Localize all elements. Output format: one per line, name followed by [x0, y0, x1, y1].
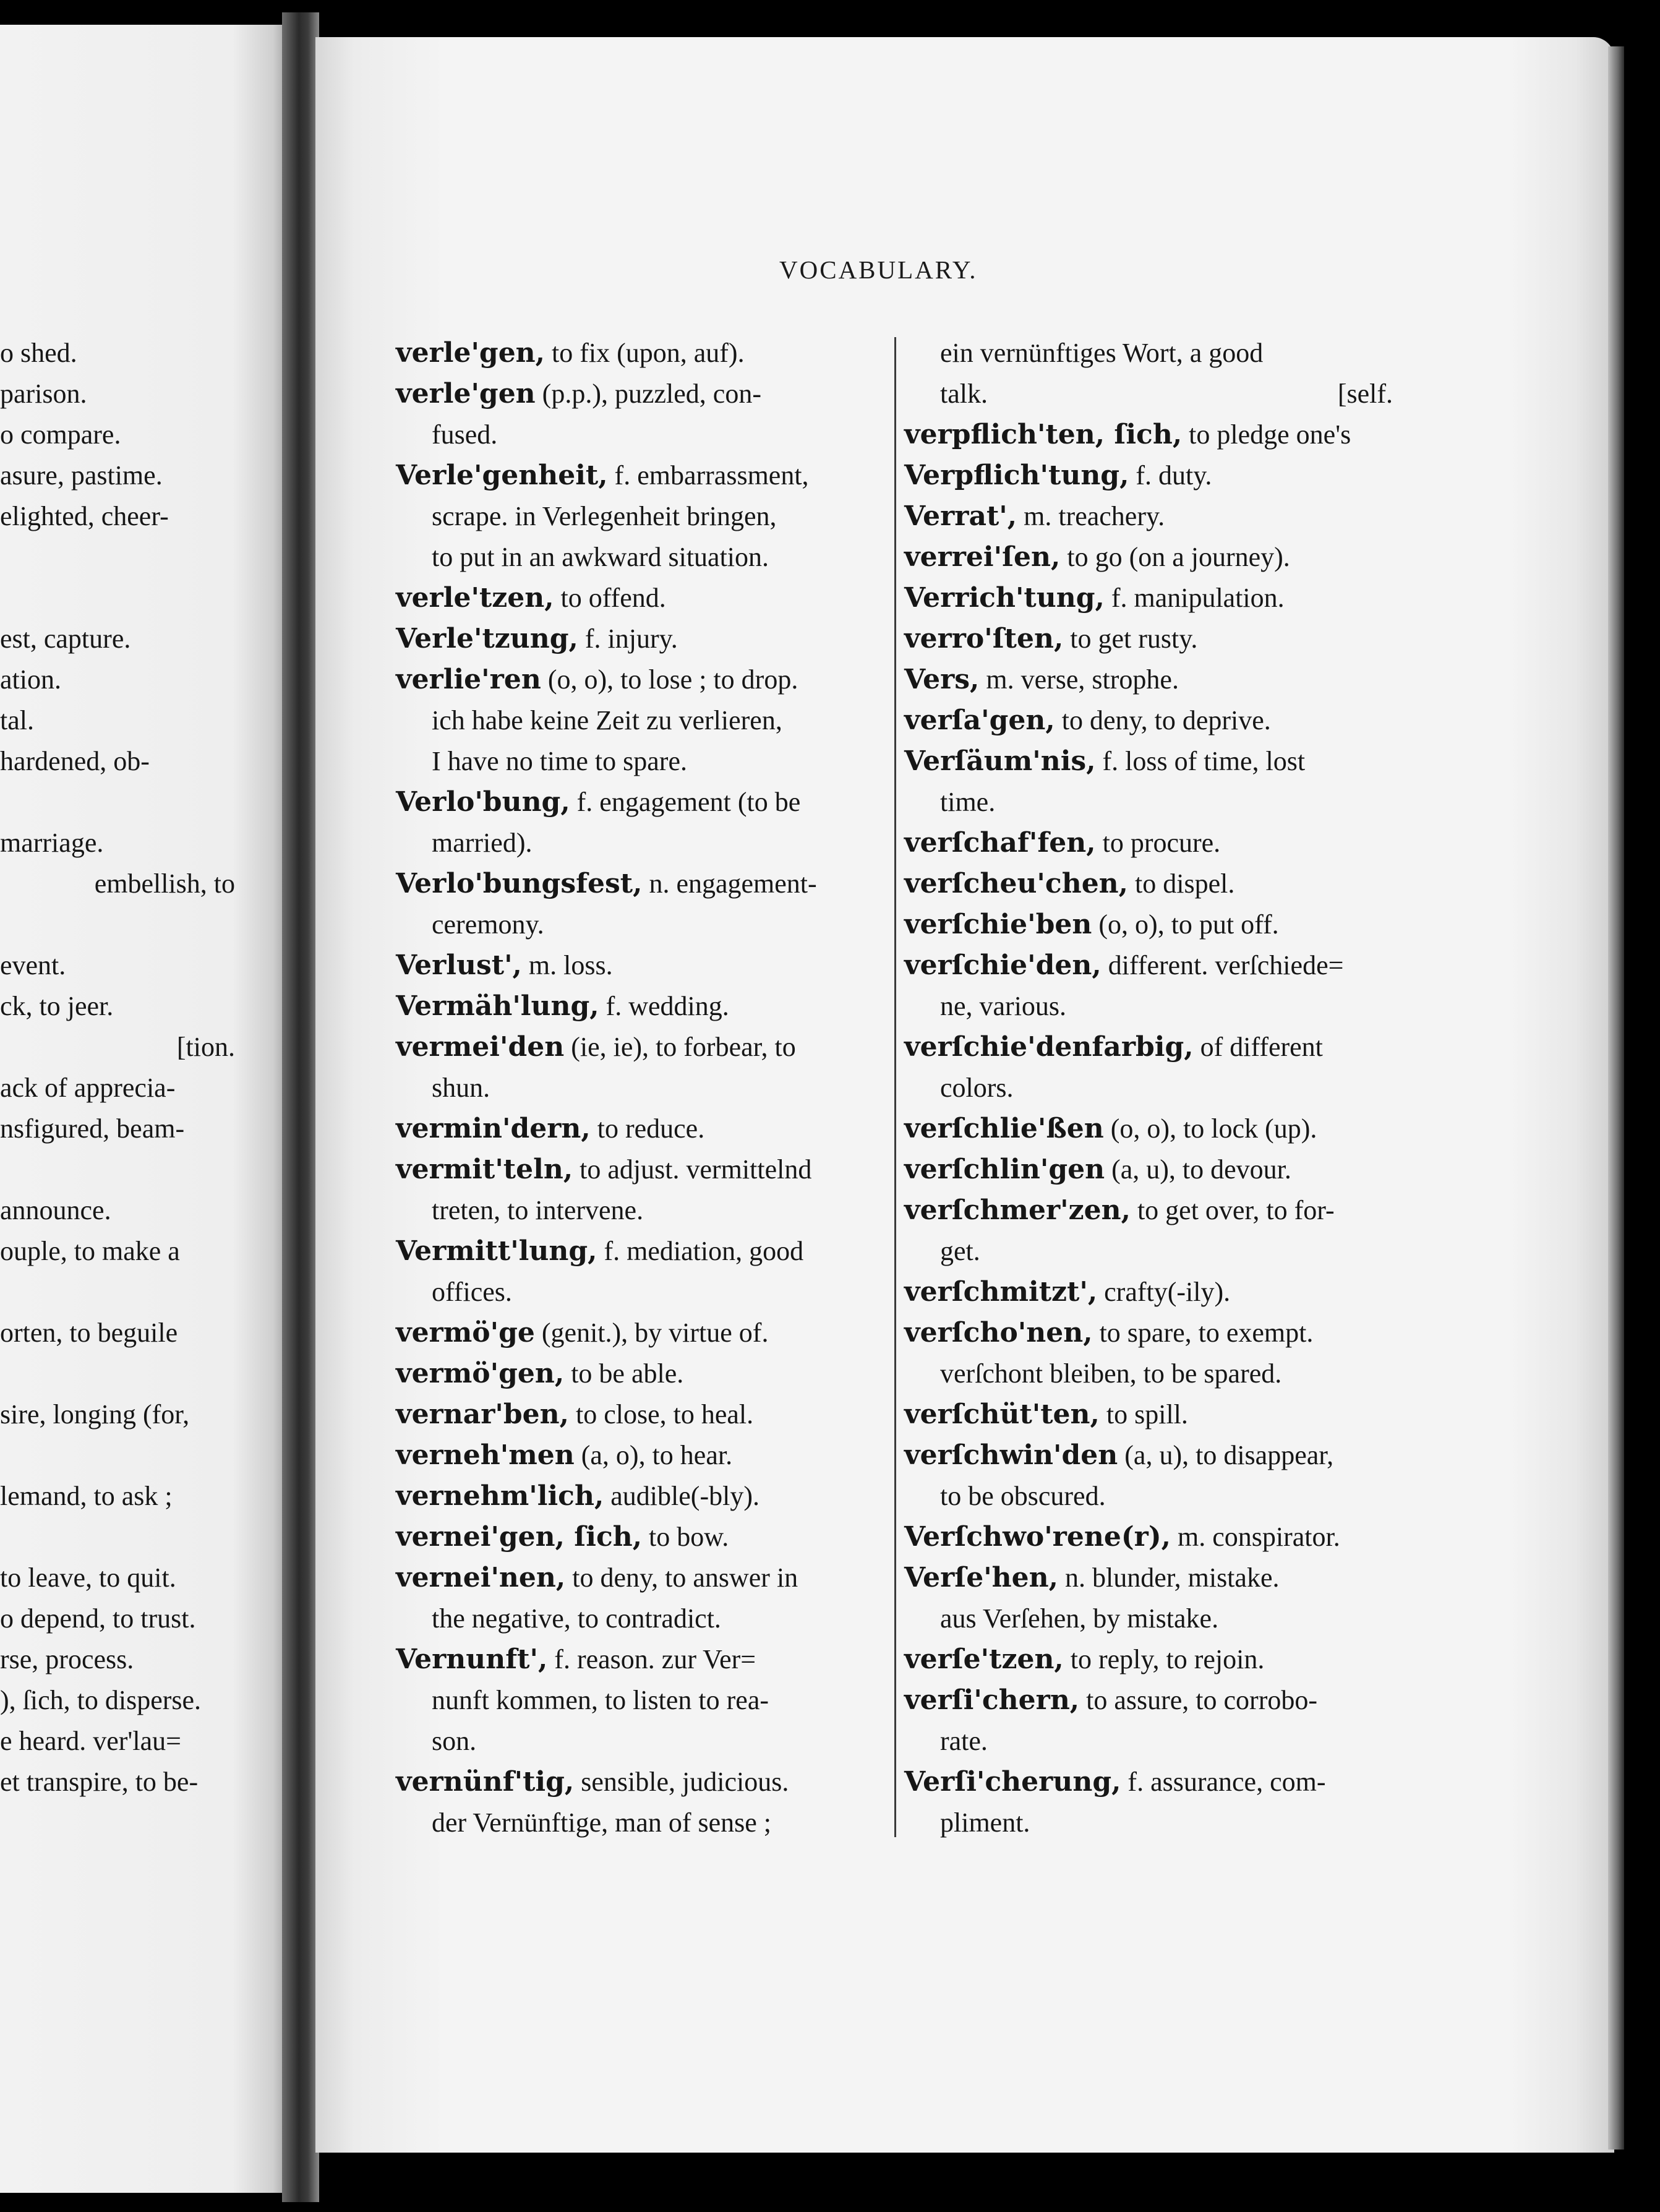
headword: Verle'genheit, [396, 460, 608, 491]
definition-text: married). [432, 828, 533, 858]
dictionary-line [396, 1721, 884, 1762]
definition-text: treten, to intervene. [432, 1195, 644, 1225]
headword: vermö'gen, [396, 1358, 565, 1389]
dictionary-line [396, 1639, 884, 1680]
left-page-fragment-line [0, 374, 272, 414]
definition-text: f. engagement (to be [570, 787, 801, 817]
left-page-fragment-line [0, 455, 272, 496]
dictionary-line [904, 1435, 1393, 1476]
dictionary-line [904, 455, 1393, 496]
dictionary-line [396, 374, 884, 414]
headword: verſchlie'ßen [904, 1113, 1104, 1144]
definition-text: pliment. [940, 1807, 1030, 1838]
definition-text: talk. [940, 379, 988, 409]
dictionary-line [396, 945, 884, 986]
fragment-text: embellish, to [94, 868, 235, 899]
headword: Verpflich'tung, [904, 460, 1129, 491]
headword: verſchmer'zen, [904, 1194, 1131, 1226]
dictionary-line [396, 1558, 884, 1598]
headword: vernünf'tig, [396, 1766, 575, 1798]
fragment-text: ouple, to make a [0, 1236, 180, 1266]
definition-text: n. blunder, mistake. [1058, 1563, 1280, 1593]
headword: verro'ſten, [904, 623, 1064, 654]
left-page-fragment-line [0, 986, 272, 1027]
definition-text: to close, to heal. [568, 1399, 754, 1430]
definition-text: crafty(-ily). [1097, 1277, 1231, 1307]
definition-text: offices. [432, 1277, 512, 1307]
left-page-fragment-line [0, 945, 272, 986]
left-page-fragment-line [0, 1435, 272, 1476]
dictionary-line [904, 1517, 1393, 1558]
dictionary-line [396, 864, 884, 904]
dictionary-line [904, 619, 1393, 659]
fragment-text: hardened, ob- [0, 746, 150, 776]
dictionary-line [396, 700, 884, 741]
definition-text: (a, u), to disappear, [1118, 1440, 1334, 1470]
left-page-fragment-line [0, 823, 272, 864]
left-page-fragment-line [0, 578, 272, 619]
headword: verneh'men [396, 1439, 575, 1471]
definition-text: rate. [940, 1726, 988, 1756]
left-page-fragment-line [0, 496, 272, 537]
definition-text: nunft kommen, to listen to rea- [432, 1685, 769, 1715]
definition-text: f. embarrassment, [607, 460, 809, 491]
fragment-text: lemand, to ask ; [0, 1481, 173, 1511]
left-page-fragment-line [0, 1476, 272, 1517]
left-page-fragment-line [0, 1027, 272, 1068]
dictionary-line [904, 374, 1393, 414]
definition-text: m. treachery. [1017, 501, 1165, 531]
dictionary-line [904, 741, 1393, 782]
headword: verlie'ren [396, 664, 541, 695]
dictionary-line [396, 1149, 884, 1190]
headword: vermö'ge [396, 1317, 535, 1348]
headword: Verle'tzung, [396, 623, 578, 654]
definition-text: sensible, judicious. [574, 1767, 789, 1797]
headword: verſe'tzen, [904, 1644, 1064, 1675]
headword: Verlo'bungsfest, [396, 868, 643, 899]
definition-text: to procure. [1095, 828, 1221, 858]
left-page-fragment-line [0, 1149, 272, 1190]
dictionary-line [396, 1231, 884, 1272]
definition-text: scrape. in Verlegenheit bringen, [432, 501, 777, 531]
definition-text: (genit.), by virtue of. [534, 1318, 769, 1348]
definition-text: son. [432, 1726, 477, 1756]
dictionary-line [396, 578, 884, 619]
left-page-fragment-line [0, 333, 272, 374]
headword: Verſi'cherung, [904, 1766, 1121, 1798]
dictionary-line [904, 986, 1393, 1027]
vocabulary-column-left [396, 333, 884, 1843]
definition-text: ne, various. [940, 991, 1067, 1021]
fragment-text: e heard. ver'lau= [0, 1726, 181, 1756]
definition-text: time. [940, 787, 996, 817]
headword: verle'tzen, [396, 582, 554, 614]
definition-text: ich habe keine Zeit zu verlieren, [432, 705, 782, 735]
definition-text: f. wedding. [599, 991, 729, 1021]
left-page-fragment-line [0, 1639, 272, 1680]
dictionary-line [904, 1108, 1393, 1149]
dictionary-line [396, 741, 884, 782]
dictionary-line [904, 1231, 1393, 1272]
dictionary-line [396, 496, 884, 537]
left-page-fragment-line [0, 1394, 272, 1435]
dictionary-line [396, 1190, 884, 1231]
fragment-text: ack of apprecia- [0, 1073, 176, 1103]
headword: vernei'gen, ſich, [396, 1521, 643, 1553]
left-page-fragment-line [0, 414, 272, 455]
headword: verſa'gen, [904, 705, 1055, 736]
definition-text: f. reason. zur Ver= [547, 1644, 756, 1674]
definition-text: to reply, to rejoin. [1063, 1644, 1265, 1674]
fragment-text: o depend, to trust. [0, 1603, 196, 1634]
dictionary-line [904, 1272, 1393, 1313]
headword: vernehm'lich, [396, 1480, 604, 1512]
dictionary-line [904, 1068, 1393, 1108]
fragment-text: announce. [0, 1195, 111, 1225]
headword: Verlust', [396, 950, 522, 981]
left-page-fragment-line [0, 1721, 272, 1762]
headword: verſchwin'den [904, 1439, 1118, 1471]
headword: Verrat', [904, 500, 1017, 532]
left-page-fragment-line [0, 864, 272, 904]
fragment-text: orten, to beguile [0, 1318, 178, 1348]
definition-text: f. loss of time, lost [1095, 746, 1306, 776]
definition-text: (a, u), to devour. [1105, 1154, 1291, 1185]
dictionary-line [396, 619, 884, 659]
column-divider [894, 337, 896, 1837]
definition-text: the negative, to contradict. [432, 1603, 721, 1634]
fragment-text: et transpire, to be- [0, 1767, 199, 1797]
dictionary-line [904, 1680, 1393, 1721]
headword: Verlo'bung, [396, 786, 570, 818]
dictionary-line [396, 1272, 884, 1313]
dictionary-line [904, 1598, 1393, 1639]
headword: vermin'dern, [396, 1113, 591, 1144]
dictionary-line [396, 1394, 884, 1435]
left-page [0, 25, 291, 2193]
headword: verſchie'denfarbig, [904, 1031, 1194, 1063]
fragment-text: event. [0, 950, 66, 980]
headword: vermit'teln, [396, 1154, 573, 1185]
dictionary-line [904, 1803, 1393, 1843]
definition-text: f. mediation, good [597, 1236, 804, 1266]
headword: verſi'chern, [904, 1684, 1080, 1716]
left-page-fragment-line [0, 1231, 272, 1272]
left-page-fragment-line [0, 782, 272, 823]
definition-text: to deny, to answer in [565, 1563, 798, 1593]
left-page-fragment-line [0, 1068, 272, 1108]
definition-text: f. duty. [1129, 460, 1212, 491]
fragment-text: ation. [0, 664, 61, 695]
headword: verſchie'den, [904, 950, 1102, 981]
headword: verſchie'ben [904, 909, 1092, 940]
dictionary-line [396, 1803, 884, 1843]
dictionary-line [396, 1027, 884, 1068]
dictionary-line [396, 1476, 884, 1517]
definition-text: shun. [432, 1073, 490, 1103]
fragment-text: [tion. [176, 1032, 235, 1062]
dictionary-line [904, 1149, 1393, 1190]
fragment-text: est, capture. [0, 624, 131, 654]
definition-text: f. manipulation. [1104, 583, 1285, 613]
dictionary-line [396, 1598, 884, 1639]
fragment-text: elighted, cheer- [0, 501, 169, 531]
definition-text: to fix (upon, auf). [545, 338, 745, 368]
dictionary-line [904, 1476, 1393, 1517]
left-page-fragment-line [0, 537, 272, 578]
dictionary-line [904, 904, 1393, 945]
definition-text: of different [1193, 1032, 1323, 1062]
dictionary-line [396, 782, 884, 823]
fragment-text: ck, to jeer. [0, 991, 114, 1021]
dictionary-line [904, 1762, 1393, 1803]
dictionary-line [904, 1639, 1393, 1680]
definition-text: to put in an awkward situation. [432, 542, 769, 572]
dictionary-line [396, 1068, 884, 1108]
headword: verpflich'ten, ſich, [904, 419, 1183, 450]
definition-text: different. verſchiede= [1101, 950, 1344, 980]
headword: verſchmitzt', [904, 1276, 1098, 1308]
left-page-fragment-line [0, 1272, 272, 1313]
definition-text: to dispel. [1128, 868, 1235, 899]
definition-text: to spare, to exempt. [1092, 1318, 1314, 1348]
dictionary-line [904, 537, 1393, 578]
left-page-fragment-line [0, 1108, 272, 1149]
definition-text: audible(-bly). [604, 1481, 759, 1511]
definition-text: aus Verſehen, by mistake. [940, 1603, 1219, 1634]
headword: verſchaf'fen, [904, 827, 1096, 859]
dictionary-line [904, 945, 1393, 986]
definition-text: to get rusty. [1063, 624, 1198, 654]
definition-text: to pledge one's [1182, 419, 1351, 450]
left-page-fragment-line [0, 741, 272, 782]
dictionary-line [396, 904, 884, 945]
fragment-text: parison. [0, 379, 87, 409]
dictionary-line [904, 1190, 1393, 1231]
definition-text: (o, o), to put off. [1092, 909, 1279, 940]
dictionary-line [904, 1394, 1393, 1435]
book-gutter [282, 12, 319, 2202]
headword: Verrich'tung, [904, 582, 1105, 614]
left-page-fragment-line [0, 1190, 272, 1231]
headword: verrei'ſen, [904, 541, 1061, 573]
definition-text: (p.p.), puzzled, con- [535, 379, 761, 409]
definition-text: I have no time to spare. [432, 746, 687, 776]
dictionary-line [904, 333, 1393, 374]
dictionary-line [904, 1313, 1393, 1353]
dictionary-line [396, 823, 884, 864]
definition-text: to spill. [1099, 1399, 1188, 1430]
dictionary-line [396, 1435, 884, 1476]
dictionary-line [396, 1313, 884, 1353]
fragment-text: nsfigured, beam- [0, 1113, 185, 1144]
left-page-fragment-line [0, 1598, 272, 1639]
definition-text: to get over, to for- [1130, 1195, 1335, 1225]
fragment-text: sire, longing (for, [0, 1399, 190, 1430]
fragment-text: ), ſich, to disperse. [0, 1685, 202, 1715]
fragment-text: tal. [0, 705, 34, 735]
headword: verſchüt'ten, [904, 1399, 1100, 1430]
definition-text: to reduce. [590, 1113, 705, 1144]
dictionary-line [904, 864, 1393, 904]
definition-text: fused. [432, 419, 498, 450]
dictionary-line [396, 414, 884, 455]
fragment-text: o shed. [0, 338, 77, 368]
headword: verſcheu'chen, [904, 868, 1128, 899]
headword: Vers, [904, 664, 980, 695]
vocabulary-column-right [904, 333, 1393, 1843]
fragment-text: marriage. [0, 828, 104, 858]
headword: Vermitt'lung, [396, 1235, 597, 1267]
headword: Verſäum'nis, [904, 745, 1096, 777]
left-page-fragment-line [0, 1558, 272, 1598]
dictionary-line [396, 455, 884, 496]
dictionary-line [396, 1762, 884, 1803]
dictionary-line [396, 1680, 884, 1721]
headword: vernar'ben, [396, 1399, 569, 1430]
headword: verſchlin'gen [904, 1154, 1105, 1185]
dictionary-line [396, 333, 884, 374]
headword: verle'gen [396, 378, 536, 409]
dictionary-line [904, 782, 1393, 823]
dictionary-line [396, 537, 884, 578]
headword: verſcho'nen, [904, 1317, 1093, 1348]
left-page-fragment-line [0, 1313, 272, 1353]
fragment-text: asure, pastime. [0, 460, 163, 491]
definition-text: f. assurance, com- [1121, 1767, 1326, 1797]
left-page-text-fragments [0, 333, 272, 1803]
definition-text: verſchont bleiben, to be spared. [940, 1358, 1282, 1389]
headword: Verſchwo'rene(r), [904, 1521, 1171, 1553]
definition-text: get. [940, 1236, 980, 1266]
headword: Vermäh'lung, [396, 990, 599, 1022]
definition-text: m. verse, strophe. [979, 664, 1179, 695]
left-page-fragment-line [0, 700, 272, 741]
headword: vermei'den [396, 1031, 565, 1063]
headword: Vernunft', [396, 1644, 548, 1675]
dictionary-line [396, 659, 884, 700]
running-header: VOCABULARY. [779, 255, 978, 284]
dictionary-line [904, 1353, 1393, 1394]
definition-text: to bow. [642, 1522, 729, 1552]
left-page-fragment-line [0, 619, 272, 659]
fragment-text: rse, process. [0, 1644, 134, 1674]
dictionary-line [396, 1353, 884, 1394]
dictionary-line [396, 986, 884, 1027]
definition-text: to be able. [564, 1358, 684, 1389]
dictionary-line [396, 1108, 884, 1149]
dictionary-line [904, 578, 1393, 619]
dictionary-line [904, 1027, 1393, 1068]
definition-text: ein vernünftiges Wort, a good [940, 338, 1264, 368]
dictionary-line [904, 1721, 1393, 1762]
dictionary-line [904, 700, 1393, 741]
definition-text: (o, o), to lose ; to drop. [541, 664, 798, 695]
definition-text: m. conspirator. [1170, 1522, 1340, 1552]
definition-text: colors. [940, 1073, 1014, 1103]
definition-text: der Vernünftige, man of sense ; [432, 1807, 772, 1838]
left-page-fragment-line [0, 1762, 272, 1803]
definition-text: to go (on a journey). [1060, 542, 1290, 572]
definition-text: f. injury. [578, 624, 678, 654]
definition-text: n. engagement- [642, 868, 817, 899]
definition-text: (a, o), to hear. [574, 1440, 733, 1470]
dictionary-line [396, 1517, 884, 1558]
definition-text: (ie, ie), to forbear, to [564, 1032, 796, 1062]
definition-text: ceremony. [432, 909, 544, 940]
dictionary-line [904, 659, 1393, 700]
definition-text: to adjust. vermittelnd [573, 1154, 812, 1185]
left-page-fragment-line [0, 904, 272, 945]
headword: verle'gen, [396, 337, 545, 369]
left-page-fragment-line [0, 1517, 272, 1558]
page-edge-shadow [1608, 46, 1624, 2150]
dictionary-line [904, 823, 1393, 864]
left-page-fragment-line [0, 659, 272, 700]
definition-text: to assure, to corrobo- [1079, 1685, 1318, 1715]
dictionary-line [904, 1558, 1393, 1598]
dictionary-line [904, 414, 1393, 455]
left-page-fragment-line [0, 1680, 272, 1721]
definition-text: to be obscured. [940, 1481, 1106, 1511]
dictionary-line [904, 496, 1393, 537]
headword: vernei'nen, [396, 1562, 566, 1593]
definition-text: m. loss. [521, 950, 613, 980]
definition-text: (o, o), to lock (up). [1103, 1113, 1317, 1144]
fragment-text: to leave, to quit. [0, 1563, 176, 1593]
definition-text: to deny, to deprive. [1055, 705, 1271, 735]
left-page-fragment-line [0, 1353, 272, 1394]
headword: Verſe'hen, [904, 1562, 1058, 1593]
fragment-text: o compare. [0, 419, 121, 450]
carryover-text: [self. [1337, 379, 1393, 409]
definition-text: to offend. [554, 583, 666, 613]
